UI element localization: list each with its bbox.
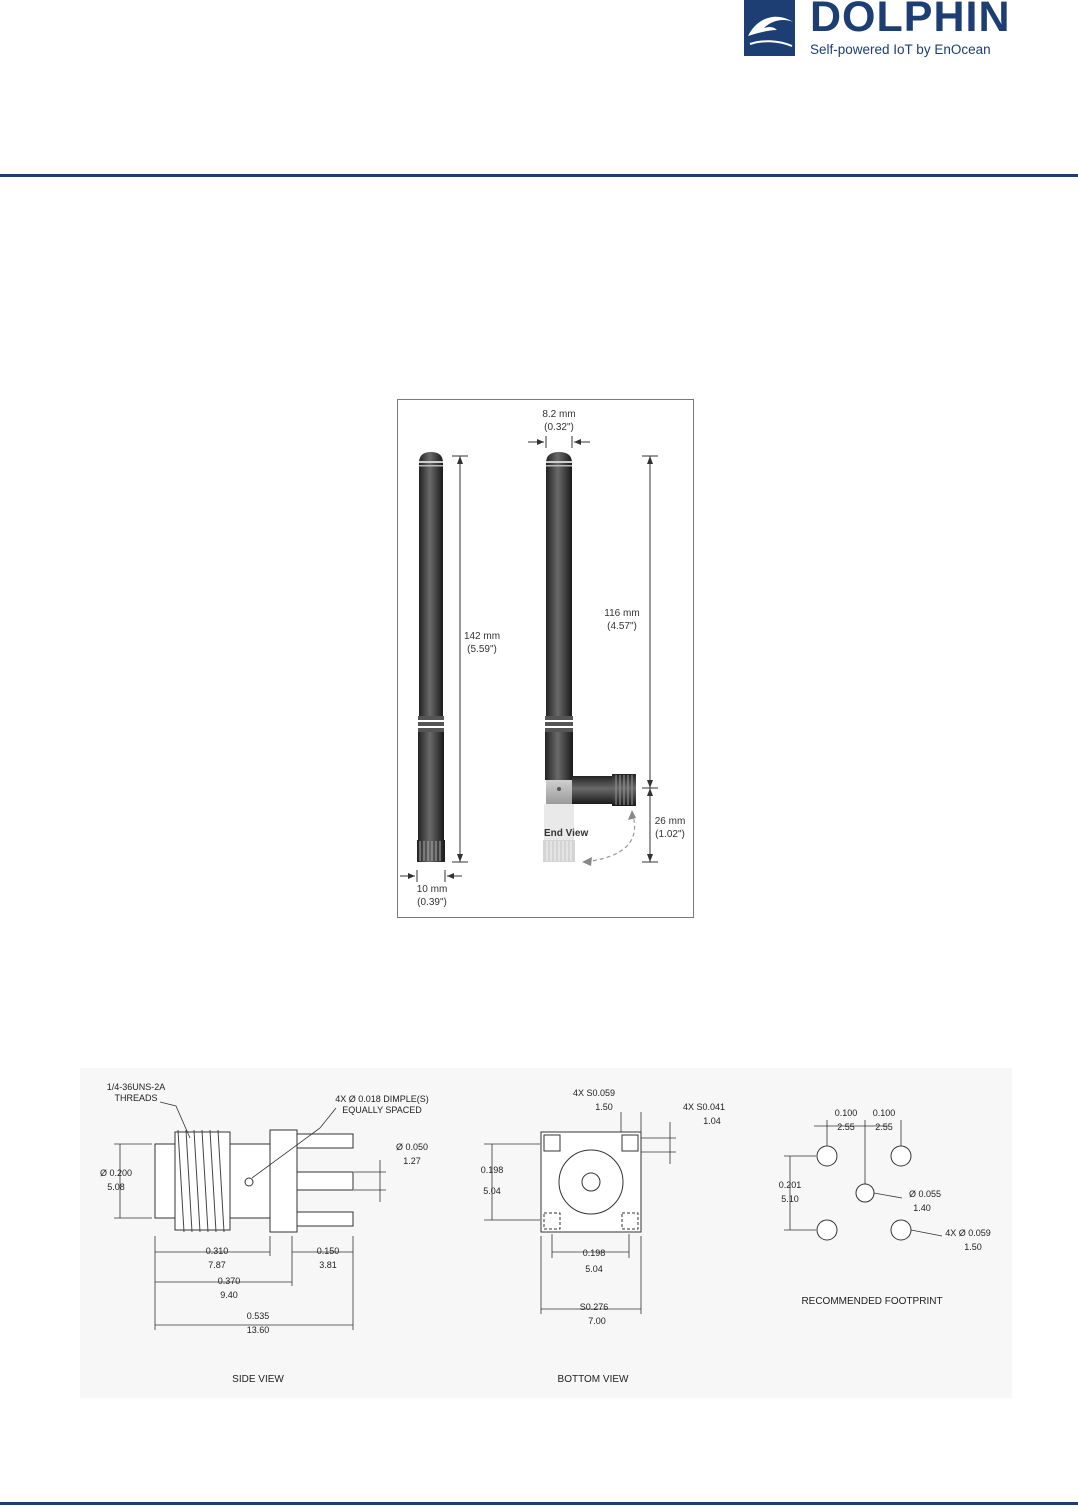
straight-length-label: 142 mm bbox=[463, 631, 501, 642]
side-view-caption: SIDE VIEW bbox=[232, 1374, 284, 1385]
brand-tagline: Self-powered IoT by EnOcean bbox=[810, 42, 991, 57]
len-310-mm-label: 7.87 bbox=[208, 1260, 226, 1270]
h-198-label: 0.198 bbox=[480, 1165, 504, 1175]
header-divider bbox=[0, 174, 1078, 177]
dia-050-label: Ø 0.050 bbox=[395, 1142, 429, 1152]
w-198-mm-label: 5.04 bbox=[585, 1264, 603, 1274]
len-535-mm-label: 13.60 bbox=[246, 1325, 270, 1335]
w-198-label: 0.198 bbox=[582, 1248, 606, 1258]
dia-200-label: Ø 0.200 bbox=[99, 1168, 133, 1178]
sq-041-mm-label: 1.04 bbox=[703, 1116, 721, 1126]
straight-length-inch-label: (5.59") bbox=[467, 644, 497, 655]
height-mm-label: 5.10 bbox=[781, 1194, 799, 1204]
pitch-a-label: 0.100 bbox=[834, 1108, 858, 1118]
end-view-label: End View bbox=[544, 828, 589, 839]
base-length-label: 26 mm bbox=[654, 816, 686, 827]
pitch-b-label: 0.100 bbox=[872, 1108, 896, 1118]
sq-059-mm-label: 1.50 bbox=[595, 1102, 613, 1112]
footer-divider bbox=[0, 1502, 1078, 1505]
antenna-dimension-figure bbox=[397, 399, 694, 918]
top-width-label: 8.2 mm bbox=[542, 409, 576, 420]
w-276-mm-label: 7.00 bbox=[588, 1316, 606, 1326]
pitch-a-mm-label: 2.55 bbox=[837, 1122, 855, 1132]
threads-label: 1/4-36UNS-2A bbox=[106, 1082, 166, 1092]
brand-name: DOLPHIN bbox=[810, 0, 1011, 41]
pitch-b-mm-label: 2.55 bbox=[875, 1122, 893, 1132]
center-dia-mm-label: 1.40 bbox=[913, 1203, 931, 1213]
dia-050-mm-label: 1.27 bbox=[403, 1156, 421, 1166]
outer-dia-label: 4X Ø 0.059 bbox=[945, 1228, 991, 1238]
len-310-label: 0.310 bbox=[205, 1246, 229, 1256]
len-370-mm-label: 9.40 bbox=[220, 1290, 238, 1300]
sq-041-label: 4X S0.041 bbox=[682, 1102, 726, 1112]
footprint-caption: RECOMMENDED FOOTPRINT bbox=[801, 1296, 943, 1307]
straight-antenna bbox=[417, 452, 445, 862]
len-535-label: 0.535 bbox=[246, 1311, 270, 1321]
len-150-label: 0.150 bbox=[316, 1246, 340, 1256]
top-width-inch-label: (0.32") bbox=[544, 422, 574, 433]
threads-label-2: THREADS bbox=[114, 1093, 158, 1103]
base-width-inch-label: (0.39") bbox=[417, 897, 447, 908]
bottom-view-caption: BOTTOM VIEW bbox=[557, 1374, 629, 1385]
len-370-label: 0.370 bbox=[217, 1276, 241, 1286]
bent-antenna bbox=[543, 452, 636, 866]
dimple-label-2: EQUALLY SPACED bbox=[342, 1105, 422, 1115]
bottom-view-drawing bbox=[541, 1132, 641, 1232]
base-width-label: 10 mm bbox=[416, 884, 448, 895]
bent-length-inch-label: (4.57") bbox=[607, 621, 637, 632]
bent-length-label: 116 mm bbox=[604, 608, 640, 619]
dolphin-mark-icon bbox=[744, 0, 795, 56]
base-length-inch-label: (1.02") bbox=[655, 829, 685, 840]
connector-drawing bbox=[80, 1068, 1012, 1398]
side-view-drawing bbox=[155, 1130, 353, 1232]
dimple-label: 4X Ø 0.018 DIMPLE(S) bbox=[335, 1094, 429, 1104]
sq-059-label: 4X S0.059 bbox=[572, 1088, 616, 1098]
outer-dia-mm-label: 1.50 bbox=[964, 1242, 982, 1252]
len-150-mm-label: 3.81 bbox=[319, 1260, 337, 1270]
center-dia-label: Ø 0.055 bbox=[908, 1189, 942, 1199]
height-label: 0.201 bbox=[778, 1180, 802, 1190]
h-198-mm-label: 5.04 bbox=[483, 1186, 501, 1196]
dia-200-mm-label: 5.08 bbox=[107, 1182, 125, 1192]
footprint-drawing bbox=[817, 1146, 911, 1240]
w-276-label: S0.276 bbox=[579, 1302, 609, 1312]
dolphin-logo bbox=[744, 0, 1024, 58]
